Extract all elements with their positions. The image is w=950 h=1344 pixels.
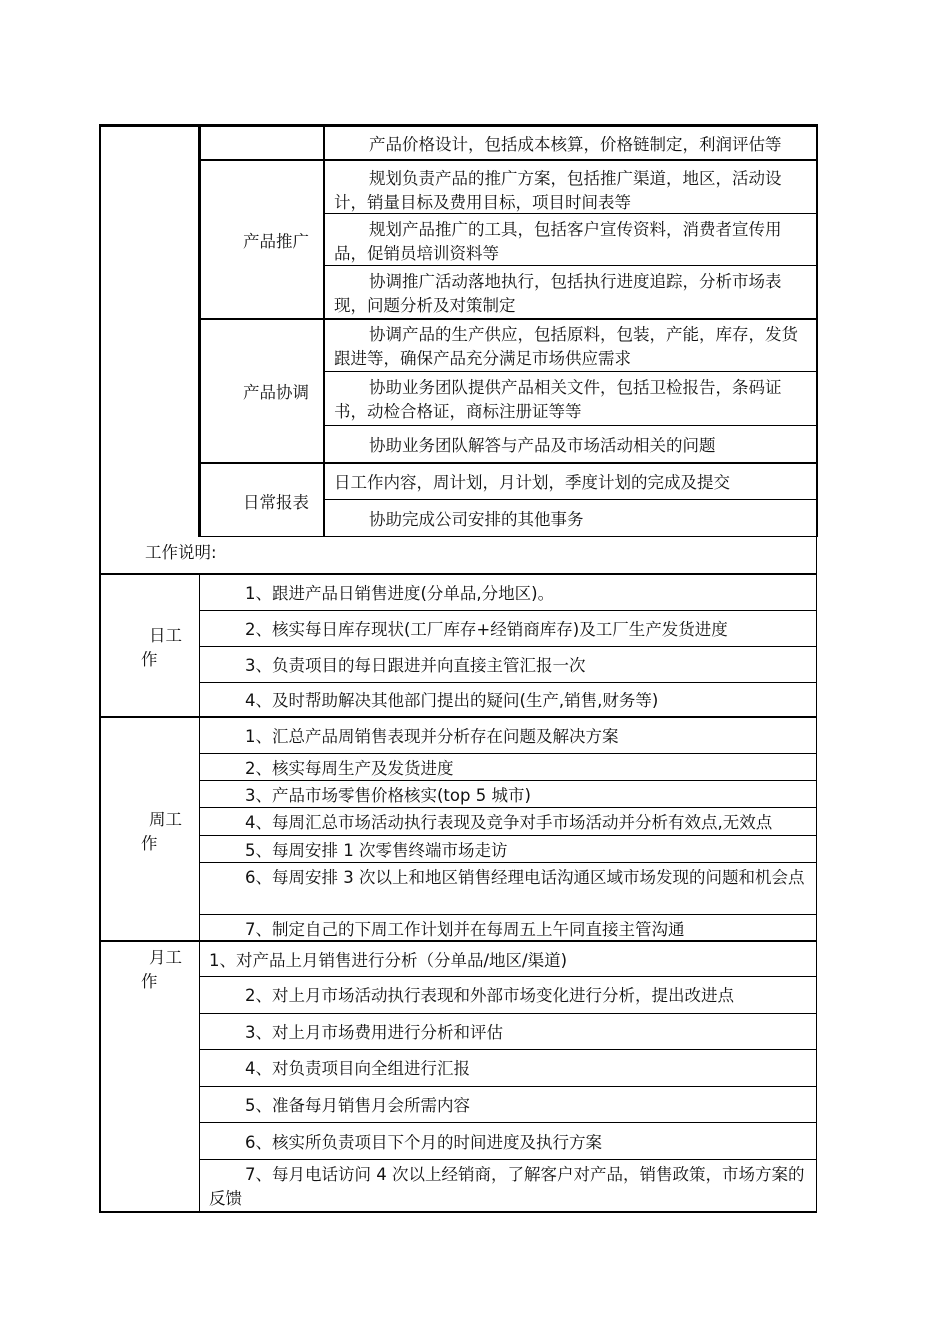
- weekly-item: 6、每周安排 3 次以上和地区销售经理电话沟通区域市场发现的问题和机会点: [245, 868, 805, 887]
- table-border: [324, 371, 817, 372]
- responsibility-item: 协助完成公司安排的其他事务: [369, 510, 584, 529]
- table-border: [200, 682, 817, 683]
- monthly-item: 1、对产品上月销售进行分析（分单品/地区/渠道): [209, 951, 568, 970]
- table-border: [200, 1049, 817, 1050]
- weekly-item: 4、每周汇总市场活动执行表现及竞争对手市场活动并分析有效点,无效点: [245, 813, 773, 832]
- weekly-item: 1、汇总产品周销售表现并分析存在问题及解决方案: [245, 727, 619, 746]
- section-label-line: 周工: [149, 810, 182, 829]
- responsibility-item: 协助业务团队提供产品相关文件，包括卫检报告，条码证书，动检合格证，商标注册证等等: [334, 378, 782, 421]
- monthly-item: 2、对上月市场活动执行表现和外部市场变化进行分析，提出改进点: [245, 986, 734, 1005]
- section-label-line: 日工: [149, 626, 182, 645]
- table-border: [99, 940, 817, 942]
- table-border: [200, 862, 817, 863]
- section-label-line: 作: [141, 972, 158, 991]
- weekly-item: 5、每周安排 1 次零售终端市场走访: [245, 841, 508, 860]
- work-description-title: 工作说明:: [145, 543, 217, 562]
- table-border: [200, 646, 817, 647]
- table-border: [99, 716, 817, 718]
- table-border: [200, 753, 817, 754]
- monthly-item: 6、核实所负责项目下个月的时间进度及执行方案: [245, 1133, 602, 1152]
- table-border: [200, 462, 817, 464]
- table-border: [324, 499, 817, 500]
- responsibility-item: 协调推广活动落地执行，包括执行进度追踪，分析市场表现，问题分析及对策制定: [334, 272, 782, 315]
- monthly-item: 7、每月电话访问 4 次以上经销商，了解客户对产品，销售政策，市场方案的反馈: [209, 1165, 805, 1208]
- responsibility-item: 协调产品的生产供应，包括原料，包装，产能，库存，发货跟进等，确保产品充分满足市场供应需求: [334, 325, 798, 368]
- table-border: [200, 835, 817, 836]
- table-border: [200, 1159, 817, 1160]
- daily-item: 2、核实每日库存现状(工厂库存+经销商库存)及工厂生产发货进度: [245, 620, 728, 639]
- daily-item: 3、负责项目的每日跟进并向直接主管汇报一次: [245, 656, 586, 675]
- group-label-promotion: 产品推广: [243, 232, 309, 251]
- responsibility-item: 日工作内容，周计划，月计划，季度计划的完成及提交: [334, 473, 730, 492]
- responsibility-item: 规划负责产品的推广方案，包括推广渠道，地区，活动设计，销量目标及费用目标，项目时间表等: [334, 169, 782, 212]
- section-label-weekly: [141, 808, 182, 856]
- section-label-monthly: [141, 946, 182, 994]
- table-border: [200, 807, 817, 808]
- monthly-item: 4、对负责项目向全组进行汇报: [245, 1059, 470, 1078]
- table-border: [99, 124, 818, 127]
- table-border: [816, 537, 817, 1213]
- responsibility-item: 规划产品推广的工具，包括客户宣传资料，消费者宣传用品，促销员培训资料等: [334, 220, 782, 263]
- table-border: [199, 575, 200, 1213]
- monthly-item: 5、准备每月销售月会所需内容: [245, 1096, 470, 1115]
- table-border: [200, 610, 817, 611]
- weekly-item: 3、产品市场零售价格核实(top 5 城市): [245, 786, 531, 805]
- table-border: [200, 1122, 817, 1123]
- section-label-line: 作: [141, 834, 158, 853]
- table-border: [200, 976, 817, 977]
- table-border: [200, 780, 817, 781]
- group-label-coordination: 产品协调: [243, 383, 309, 402]
- table-border: [99, 1211, 817, 1213]
- weekly-item: 2、核实每周生产及发货进度: [245, 759, 454, 778]
- section-label-line: 月工: [149, 948, 182, 967]
- table-border: [200, 914, 817, 915]
- table-border: [200, 159, 817, 161]
- table-border: [816, 124, 818, 537]
- table-border: [200, 1086, 817, 1087]
- table-border: [200, 1013, 817, 1014]
- section-label-daily: [141, 624, 182, 672]
- table-border: [99, 573, 817, 575]
- group-label-daily-report: 日常报表: [243, 493, 309, 512]
- table-border: [200, 536, 817, 537]
- monthly-item: 3、对上月市场费用进行分析和评估: [245, 1023, 503, 1042]
- weekly-item: 7、制定自己的下周工作计划并在每周五上午同直接主管沟通: [245, 920, 685, 939]
- responsibility-item: 产品价格设计，包括成本核算，价格链制定，利润评估等: [369, 135, 782, 154]
- responsibility-item: 协助业务团队解答与产品及市场活动相关的问题: [369, 436, 716, 455]
- daily-item: 1、跟进产品日销售进度(分单品,分地区)。: [245, 584, 555, 603]
- section-label-line: 作: [141, 650, 158, 669]
- table-border: [200, 318, 817, 320]
- table-border: [323, 124, 325, 537]
- table-border: [99, 124, 101, 1213]
- table-border: [324, 425, 817, 426]
- daily-item: 4、及时帮助解决其他部门提出的疑问(生产,销售,财务等): [245, 691, 659, 710]
- table-border: [198, 124, 201, 537]
